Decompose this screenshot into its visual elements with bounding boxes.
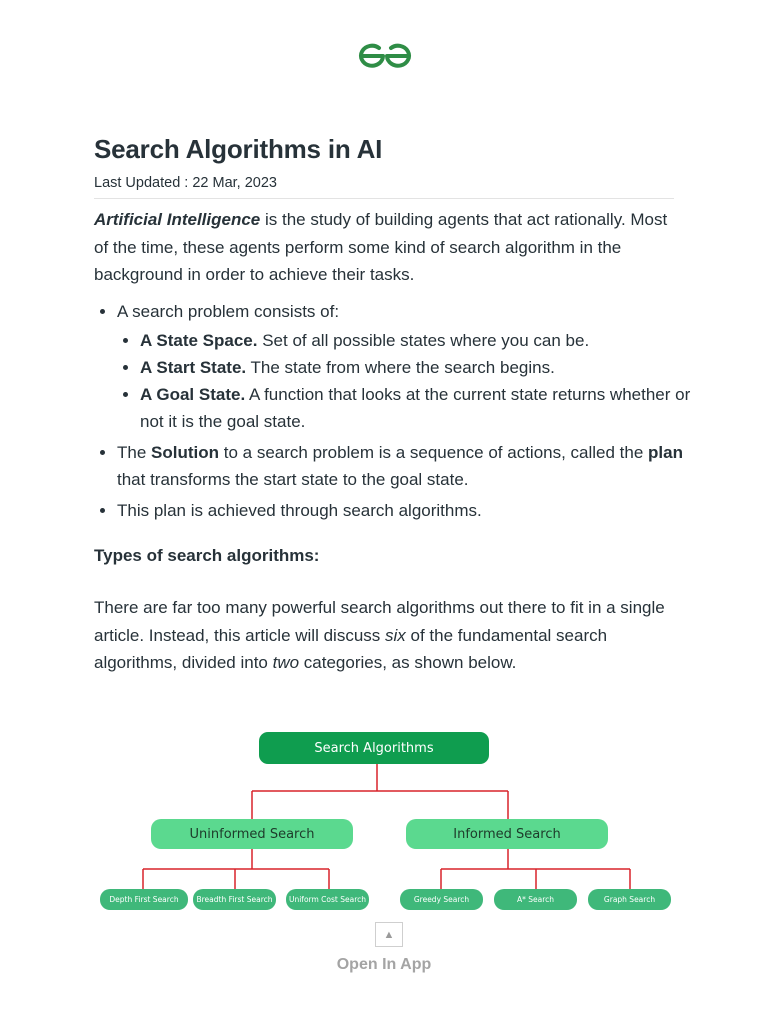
intro-paragraph <box>94 206 674 289</box>
list-item <box>140 354 697 381</box>
state-space-term: A State Space. <box>140 331 258 350</box>
goal-state-term: A Goal State. <box>140 385 246 404</box>
search-problem-text: A search problem consists of: <box>117 302 340 321</box>
list-item <box>117 298 697 435</box>
plan-text: This plan is achieved through search algorithms. <box>117 501 482 520</box>
types-text-a: There are far too many powerful search algorithms out there to fit in a single article. Instead, this article will discuss <box>94 598 665 645</box>
list-item <box>140 327 697 354</box>
goal-state-text: A function that looks at the current state returns whether or not it is the goal state. <box>140 385 691 431</box>
node-search-algorithms: Search Algorithms <box>259 732 489 764</box>
solution-pre: The <box>117 443 152 462</box>
bullet-list <box>94 298 697 528</box>
plan-term: plan <box>648 443 683 462</box>
node-uniform-cost-search: Uniform Cost Search <box>286 889 369 910</box>
types-text-c: categories, as shown below. <box>299 653 517 672</box>
node-uninformed-search: Uninformed Search <box>151 819 353 849</box>
two-word: two <box>272 653 300 672</box>
open-in-app-link[interactable]: Open In App <box>336 956 432 973</box>
divider <box>94 198 674 199</box>
list-item <box>117 439 697 493</box>
start-state-text: The state from where the search begins. <box>246 358 555 377</box>
node-a-star-search: A* Search <box>494 889 577 910</box>
search-algorithms-diagram <box>96 728 672 918</box>
types-text-b: of the fundamental search algorithms, divided into <box>94 625 608 672</box>
six-word: six <box>385 625 406 645</box>
last-updated: Last Updated : 22 Mar, 2023 <box>94 175 277 191</box>
section-heading: Types of search algorithms: <box>94 546 320 565</box>
start-state-term: A Start State. <box>140 358 247 377</box>
geeksforgeeks-logo-icon[interactable] <box>358 42 412 70</box>
list-item <box>117 497 697 524</box>
list-item <box>140 381 697 435</box>
intro-term: Artificial Intelligence <box>94 210 261 229</box>
node-informed-search: Informed Search <box>406 819 608 849</box>
node-greedy-search: Greedy Search <box>400 889 483 910</box>
types-paragraph <box>94 594 674 677</box>
node-graph-search: Graph Search <box>588 889 671 910</box>
intro-text: is the study of building agents that act rationally. Most of the time, these agents perform some kind of search algorithm in the background in order to achieve their tasks. <box>94 210 668 284</box>
node-breadth-first-search: Breadth First Search <box>193 889 276 910</box>
arrow-up-icon: ▲ <box>383 928 395 941</box>
solution-term: Solution <box>151 443 220 462</box>
scroll-up-button[interactable] <box>375 922 403 947</box>
page-title: Search Algorithms in AI <box>94 134 383 164</box>
node-depth-first-search: Depth First Search <box>100 889 188 910</box>
solution-post: that transforms the start state to the goal state. <box>117 470 469 489</box>
state-space-text: Set of all possible states where you can be. <box>257 331 590 350</box>
solution-mid: to a search problem is a sequence of actions, called the <box>219 443 649 462</box>
sub-bullet-list <box>117 327 697 435</box>
